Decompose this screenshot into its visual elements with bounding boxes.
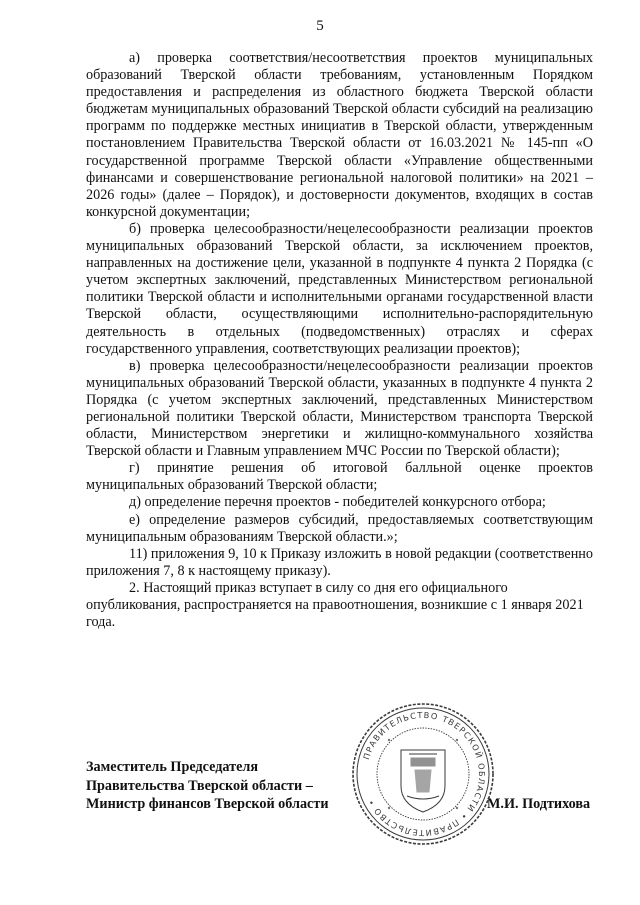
paragraph-item-2: 2. Настоящий приказ вступает в силу со дня его официального опубликования, распространяется на правоотношения, возникшие с 1 января 2021 года. xyxy=(86,579,584,631)
signature-position-line-1: Заместитель Председателя xyxy=(86,759,259,775)
paragraph-item-11: 11) приложения 9, 10 к Приказу изложить в новой редакции (соответственно приложения 7, 8 к настоящему приказу). xyxy=(86,545,593,579)
paragraph-a: а) проверка соответствия/несоответствия проектов муниципальных образований Тверской области требованиям, установленным Порядком предоставления и распределения из областного бюджета Тверской области бюджетам муниципальных образований Тверской области субсидий на реализацию программ по поддержке местных инициатив в Тверской области, утвержденным постановлением Правительства Тверской области от 16.03.2021 № 145-пп «О государственной программе Тверской области «Управление общественными финансами и совершенствование региональной налоговой политики» на 2021 – 2026 годы» (далее – Порядок), и достоверности документов, входящих в состав конкурсной документации; xyxy=(86,50,593,220)
signature-position-line-2: Правительства Тверской области – xyxy=(86,777,313,794)
paragraph-g: г) принятие решения об итоговой балльной оценке проектов муниципальных образований Тверской области; xyxy=(86,460,593,494)
page-number: 5 xyxy=(316,18,324,34)
paragraph-v: в) проверка целесообразности/нецелесообразности реализации проектов муниципальных образований Тверской области, указанных в подпункте 4 пункта 2 Порядка (с учетом экспертных заключений, представленных Министерством региональной политики Тверской области, Министерством транспорта Тверской области, Министерством энергетики и жилищно-коммунального хозяйства Тверской области и Главным управлением МЧС России по Тверской области); xyxy=(86,357,593,460)
svg-text:ПРАВИТЕЛЬСТВО ТВЕРСКОЙ ОБЛАСТИ: ПРАВИТЕЛЬСТВО ТВЕРСКОЙ ОБЛАСТИ • ПРАВИТЕЛЬСТВО • xyxy=(361,709,488,839)
paragraph-e: е) определение размеров субсидий, предоставляемых соответствующим муниципальным образованиям Тверской области.»; xyxy=(86,511,593,545)
signature-position-line-3: Министр финансов Тверской области xyxy=(86,796,329,812)
paragraph-d: д) определение перечня проектов - победителей конкурсного отбора; xyxy=(129,494,546,511)
paragraph-b: б) проверка целесообразности/нецелесообразности реализации проектов муниципальных образований Тверской области, за исключением проектов, направленных на достижение цели, указанной в подпункте 4 пункта 2 Порядка (с учетом экспертных заключений, представленных Министерством региональной политики Тверской области и исполнительными органами государственной власти Тверской области, осуществляющими исполнительно-распорядительную деятельность в отдельных (подведомственных) отраслях и сферах государственного управления, соответствующих реализации проектов); xyxy=(86,220,593,357)
signatory-name: М.И. Подтихова xyxy=(487,796,591,812)
document-body xyxy=(86,50,593,631)
